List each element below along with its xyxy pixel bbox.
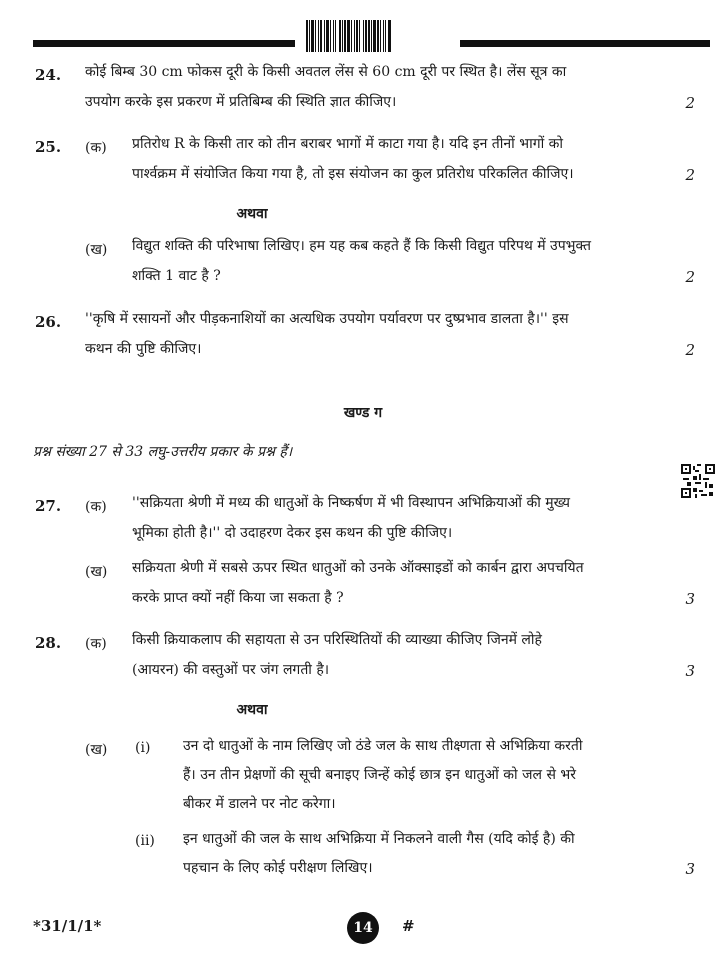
q27-a-line-1: ''सक्रियता श्रेणी में मध्य की धातुओं के निष्कर्षण में भी विस्थापन अभिक्रियाओं की मुख्य [132,495,570,511]
question-number-26: 26. [35,313,62,331]
q24-marks: 2 [685,94,695,112]
q28-ii-line-1: इन धातुओं की जल के साथ अभिक्रिया में निकलने वाली गैस (यदि कोई है) की [183,831,575,847]
q26-line-2: कथन की पुष्टि कीजिए। [85,341,202,357]
q28-a-line-1: किसी क्रियाकलाप की सहायता से उन परिस्थितियों की व्याख्या कीजिए जिनमें लोहे [132,632,542,648]
q28-i-line-2: हैं। उन तीन प्रेक्षणों की सूची बनाइए जिन्हें कोई छात्र इन धातुओं को जल से भरे [183,767,576,783]
q27-part-a-label: (क) [85,499,107,515]
q25-b-line-2: शक्ति 1 वाट है ? [132,268,221,284]
q26-line-1: ''कृषि में रसायनों और पीड़कनाशियों का अत्यधिक उपयोग पर्यावरण पर दुष्प्रभाव डालता है।'' इस [85,311,569,327]
q25-a-line-1: प्रतिरोध R के किसी तार को तीन बराबर भागों में काटा गया है। यदि इन तीनों भागों को [132,136,564,152]
q28-part-a-label: (क) [85,636,107,652]
q28-i-line-1: उन दो धातुओं के नाम लिखिए जो ठंडे जल के साथ तीक्ष्णता से अभिक्रिया करती [183,738,583,754]
q28-i-line-3: बीकर में डालने पर नोट करेगा। [183,796,336,812]
q28-sub-ii-label: (ii) [135,833,155,849]
header-rule-left [33,40,295,47]
section-title: खण्ड ग [343,405,383,421]
q27-b-line-1: सक्रियता श्रेणी में सबसे ऊपर स्थित धातुओं को उनके ऑक्साइडों को कार्बन द्वारा अपचयित [132,560,584,576]
question-number-27: 27. [35,497,62,515]
section-instruction: प्रश्न संख्या 27 से 33 लघु-उत्तरीय प्रकार के प्रश्न हैं। [33,444,293,460]
q25-or-label: अथवा [236,206,268,222]
q25-b-line-1: विद्युत शक्ति की परिभाषा लिखिए। हम यह कब कहते हैं कि किसी विद्युत परिपथ में उपभुक्त [132,238,591,254]
hash-mark: # [402,917,415,935]
question-number-24: 24. [35,66,62,84]
q27-a-line-2: भूमिका होती है।'' दो उदाहरण देकर इस कथन की पुष्टि कीजिए। [132,525,453,541]
q25-a-marks: 2 [685,166,695,184]
header-rule-right [460,40,710,47]
q28-ii-line-2: पहचान के लिए कोई परीक्षण लिखिए। [183,860,373,876]
page-number-badge: 14 [347,912,379,944]
q28-sub-i-label: (i) [135,740,151,756]
qr-code-icon [681,464,715,498]
q26-marks: 2 [685,341,695,359]
q25-part-b-label: (ख) [85,242,108,258]
q24-line-2: उपयोग करके इस प्रकरण में प्रतिबिम्ब की स्थिति ज्ञात कीजिए। [85,94,397,110]
question-number-28: 28. [35,634,62,652]
barcode-stripe [391,20,392,52]
barcode [306,20,438,52]
q25-a-line-2: पार्श्वक्रम में संयोजित किया गया है, तो इस संयोजन का कुल प्रतिरोध परिकलित कीजिए। [132,166,574,182]
q28-b-marks: 3 [685,860,695,878]
q28-or-label: अथवा [236,702,268,718]
question-number-25: 25. [35,138,62,156]
q25-part-a-label: (क) [85,140,107,156]
q27-marks: 3 [685,590,695,608]
q28-a-line-2: (आयरन) की वस्तुओं पर जंग लगती है। [132,662,330,678]
paper-code: *31/1/1* [33,917,102,935]
q28-part-b-label: (ख) [85,742,108,758]
q28-a-marks: 3 [685,662,695,680]
q27-b-line-2: करके प्राप्त क्यों नहीं किया जा सकता है ? [132,590,344,606]
q24-line-1: कोई बिम्ब 30 cm फोकस दूरी के किसी अवतल लेंस से 60 cm दूरी पर स्थित है। लेंस सूत्र का [85,64,567,80]
q27-part-b-label: (ख) [85,564,108,580]
q25-b-marks: 2 [685,268,695,286]
